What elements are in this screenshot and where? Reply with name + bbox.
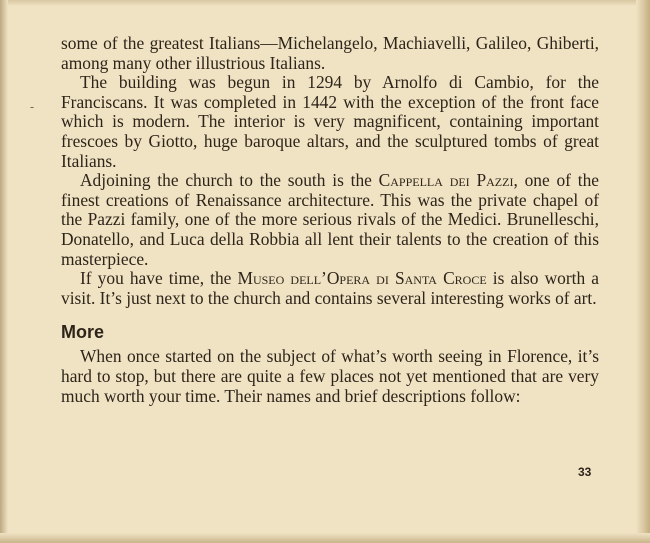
paragraph-1-text: some of the greatest Italians—Michelangelo, Machiavelli, Galileo, Ghiberti, among many other illustrious Italians. bbox=[61, 33, 599, 73]
page-top-edge bbox=[0, 0, 650, 6]
stray-mark: - bbox=[30, 100, 35, 114]
paragraph-4-after: is also worth a visit. It’s just next to the church and contains several interesting works of art. bbox=[61, 268, 599, 308]
section-heading: More bbox=[61, 322, 105, 343]
paragraph-2-text: The building was begun in 1294 by Arnolfo di Cambio, for the Franciscans. It was completed in 1442 with the exception of the front face which is modern. The interior is very magnificent, containing important frescoes by Giotto, huge baroque altars, and the sculptured tombs of great Italians. bbox=[61, 72, 599, 171]
page-left-edge bbox=[0, 0, 8, 543]
page-number: 33 bbox=[578, 465, 592, 479]
paragraph-4-before: If you have time, the bbox=[80, 268, 238, 289]
paragraph-2 bbox=[61, 73, 599, 171]
paragraph-3-place-name: Cappella dei Pazzi bbox=[378, 170, 514, 191]
paragraph-4 bbox=[61, 269, 599, 308]
paragraph-3-before: Adjoining the church to the south is the bbox=[80, 170, 379, 191]
paragraph-3-after: , one of the finest creations of Renaissance architecture. This was the private chapel of the Pazzi family, one of the more serious rivals of the Medici. Brunelleschi, Donatello, and Luca della Robbia all lent their talents to the creation of this masterpiece. bbox=[61, 170, 599, 269]
page-body bbox=[61, 34, 599, 406]
paragraph-1 bbox=[61, 34, 599, 73]
paragraph-5-text: When once started on the subject of what’s worth seeing in Florence, it’s hard to stop, but there are quite a few places not yet mentioned that are very much worth your time. Their names and brief descriptions follow: bbox=[61, 346, 599, 406]
paragraph-3 bbox=[61, 171, 599, 269]
paragraph-5 bbox=[61, 347, 599, 406]
page-bottom-edge bbox=[0, 533, 650, 543]
paragraph-4-place-name: Museo dell’Opera di Santa Croce bbox=[237, 268, 487, 289]
page-right-edge bbox=[636, 0, 650, 543]
